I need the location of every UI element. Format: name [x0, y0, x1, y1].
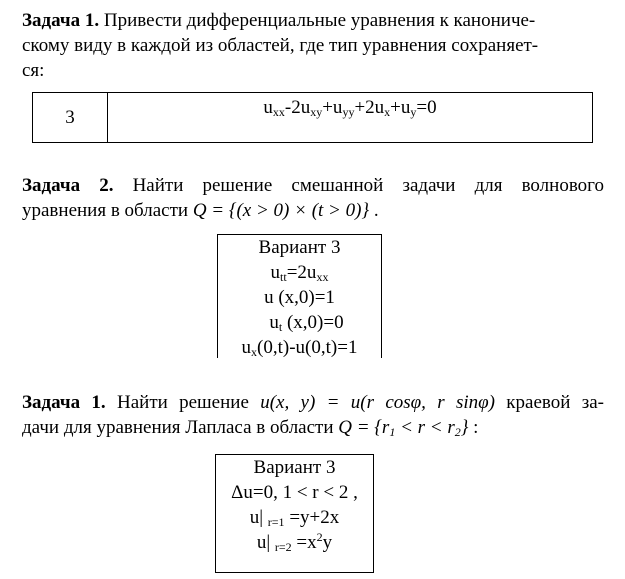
- task3-heading: Задача 1.: [22, 392, 106, 413]
- box3-title: Вариант 3: [253, 457, 336, 478]
- box2-eq3: $u_t$ (x,0)=0: [269, 312, 344, 334]
- box2-eq1: $u_{tt}=2u_{xx}$: [270, 262, 329, 284]
- task1-heading: Задача 1.: [22, 10, 100, 31]
- task2-heading: Задача 2.: [22, 175, 114, 196]
- variant-cell: 3: [33, 93, 108, 143]
- task2-variant-box: [217, 234, 382, 357]
- box3-eq3: u| $_{r=2} =x^2y$: [256, 530, 333, 554]
- task1-table: [32, 92, 593, 143]
- box2-title: Вариант 3: [258, 237, 341, 258]
- task3-text: Задача 1. Найти решение u(x, y) = u(r cosφ, r sinφ) краевой за- дачи для уравнения Лапласа в области $Q = \{r_1 < r < r_2\}$ :: [22, 392, 605, 439]
- task2-text: Задача 2. Найти решение смешанной задачи для волнового уравнения в области Q = {(x > 0) × (t > 0)} .: [22, 175, 604, 221]
- box3-eq1: Δu=0, 1 < r < 2 ,: [231, 482, 358, 503]
- task3-formula: u(x, y) = u(r cosφ, r sinφ): [260, 392, 495, 413]
- equation-cell: $u_{xx}-2u_{xy}+u_{yy}+2u_x+u_y=0$: [108, 93, 593, 143]
- task3-variant-box: [215, 454, 374, 573]
- task2-region: Q = {(x > 0) × (t > 0)}: [192, 200, 370, 221]
- box2-eq4: $u_x(0,t)-u(0,t)=1$: [241, 337, 358, 359]
- task3-region: $Q = \{r_1 < r < r_2\}$: [338, 417, 469, 439]
- box2-eq2: u (x,0)=1: [264, 287, 335, 308]
- box3-eq2: u| $_{r=1}$ =y+2x: [249, 507, 340, 529]
- task1-text: Задача 1. Привести дифференциальные уравнения к канониче- скому виду в каждой из областей, где тип уравнения сохраняет- ся:: [22, 10, 539, 81]
